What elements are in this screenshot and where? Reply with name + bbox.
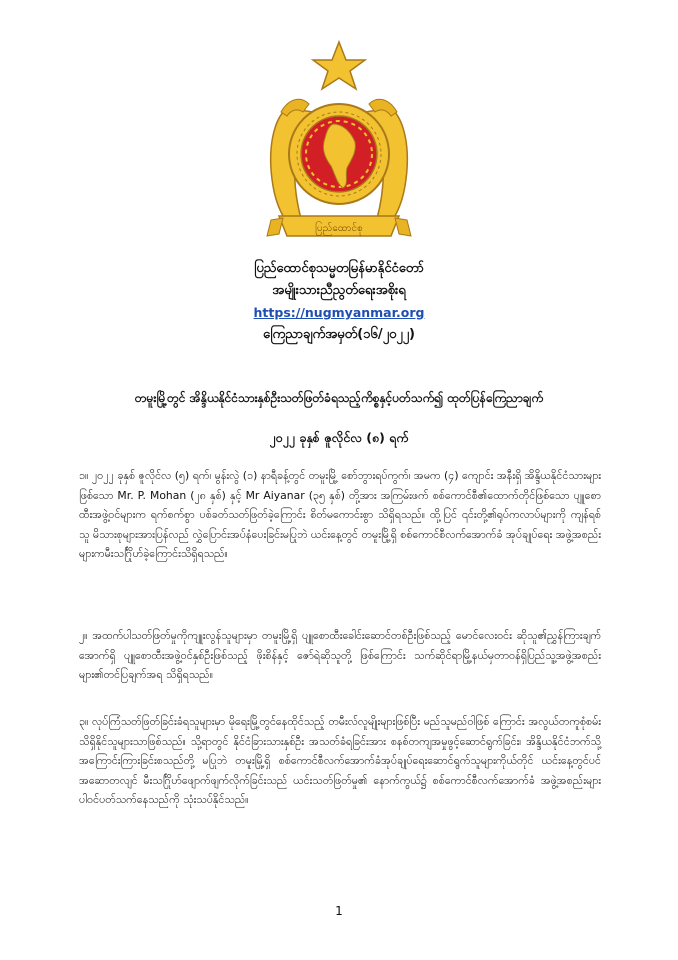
state-seal-icon <box>259 38 419 250</box>
page-number: 1 <box>335 904 343 918</box>
org-name-line1: ပြည်ထောင်စုသမ္မတမြန်မာနိုင်ငံတော် <box>254 261 424 276</box>
letterhead <box>0 258 678 346</box>
paragraph-3: ၃။ လုပ်ကြံသတ်ဖြတ်ခြင်းခံရသူများမှာ မိုရေးမြို့တွင်နေထိုင်သည့် တမီးလ်လူမျိုးများဖြစ်ပြီး မည်သူမည်ဝါဖြစ် ကြောင်း အလွယ်တကူစုံစမ်းသိရှိနိုင်သူများသာဖြစ်သည်။ သို့ရာတွင် နိုင်ငံခြားသားနှစ်ဦး အသတ်ခံရခြင်းအား စနစ်တကျအမှုဖွင့်ဆောင်ရွက်ခြင်း၊ အိန္ဒိယနိုင်ငံဘက်သို့အကြောင်းကြားခြင်းစသည်တို့ မပြုဘဲ တမူးမြို့ရှိ စစ်ကောင်စီလက်အောက်ခံအုပ်ချုပ်ရေးဆောင်ရွက်သူများကိုယ်တိုင် ယင်းနေ့တွင်ပင် အဆောတလျင် မီးသင်္ဂြိုဟ်ဖျောက်ဖျက်လိုက်ခြင်းသည် ယင်းသတ်ဖြတ်မှု၏ နောက်ကွယ်၌ စစ်ကောင်စီလက်အောက်ခံ အဖွဲ့အစည်းများပါဝင်ပတ်သက်နေသည်ကို သုံးသပ်နိုင်သည်။ <box>79 715 601 806</box>
statement-date: ၂၀၂၂ ခုနှစ် ဇူလိုင်လ (၈) ရက် <box>269 430 409 445</box>
statement-number: ကြေညာချက်အမှတ်(၁၆/၂၀၂၂) <box>263 327 415 342</box>
website-link[interactable]: https://nugmyanmar.org <box>253 305 425 320</box>
paragraph-2: ၂။ အထက်ပါသတ်ဖြတ်မှုကိုကျူးလွန်သူများမှာ တမူးမြို့ရှိ ပျူစောထီးခေါင်းဆောင်တစ်ဦးဖြစ်သည့် မောင်လေးဝင်း ဆိုသူ၏ညွှန်ကြားချက်အောက်ရှိ ပျူစောထီးအဖွဲ့ဝင်နှစ်ဦးဖြစ်သည့် ဖိုးစိန်နှင့် ဇော်ရဲဆိုသူတို့ ဖြစ်ကြောင်း သက်ဆိုင်ရာမြို့နယ်မှတာဝန်ရှိပြည်သူ့အဖွဲ့အစည်းများ၏တင်ပြချက်အရ သိရှိရသည်။ <box>79 629 601 681</box>
org-name-line2: အမျိုးသားညီညွတ်ရေးအစိုးရ <box>272 283 406 298</box>
paragraph-1: ၁။ ၂၀၂၂ ခုနှစ် ဇူလိုင်လ (၅) ရက်၊ မွန်းလွဲ (၁) နာရီခန့်တွင် တမူးမြို့ စော်ဘွားရပ်ကွက်၊ အမက (၄) ကျောင်း အနီးရှိ အိန္ဒိယနိုင်ငံသားများဖြစ်သော Mr. P. Mohan (၂၈ နှစ်) နှင့် Mr Aiyanar (၃၅ နှစ်) တို့အား အကြမ်းဖက် စစ်ကောင်စီ၏ထောက်တိုင်ဖြစ်သော ပျူစောထီးအဖွဲ့ဝင်များက ရက်စက်စွာ ပစ်ခတ်သတ်ဖြတ်ခဲ့ကြောင်း စိတ်မကောင်းစွာ သိရှိရသည်။ ထို့ပြင် ၎င်းတို့၏ရုပ်ကလာပ်များကို ကျန်ရစ်သူ မိသားစုများအားပြန်လည် လွှဲပြောင်းအပ်နံပေးခြင်းမပြုဘဲ ယင်းနေ့တွင် တမူးမြို့ရှိ စစ်ကောင်စီလက်အောက်ခံ အုပ်ချုပ်ရေး အဖွဲ့အစည်းများကမီးသင်္ဂြိုဟ်ခဲ့ကြောင်းသိရှိရသည်။ <box>79 469 601 560</box>
emblem-ribbon-text: ပြည်ထောင်စု <box>315 223 363 234</box>
statement-title: တမူးမြို့တွင် အိန္ဒိယနိုင်ငံသားနှစ်ဦးသတ်ဖြတ်ခံရသည့်ကိစ္စနှင့်ပတ်သက်၍ ထုတ်ပြန်ကြေညာချက် <box>134 391 544 405</box>
